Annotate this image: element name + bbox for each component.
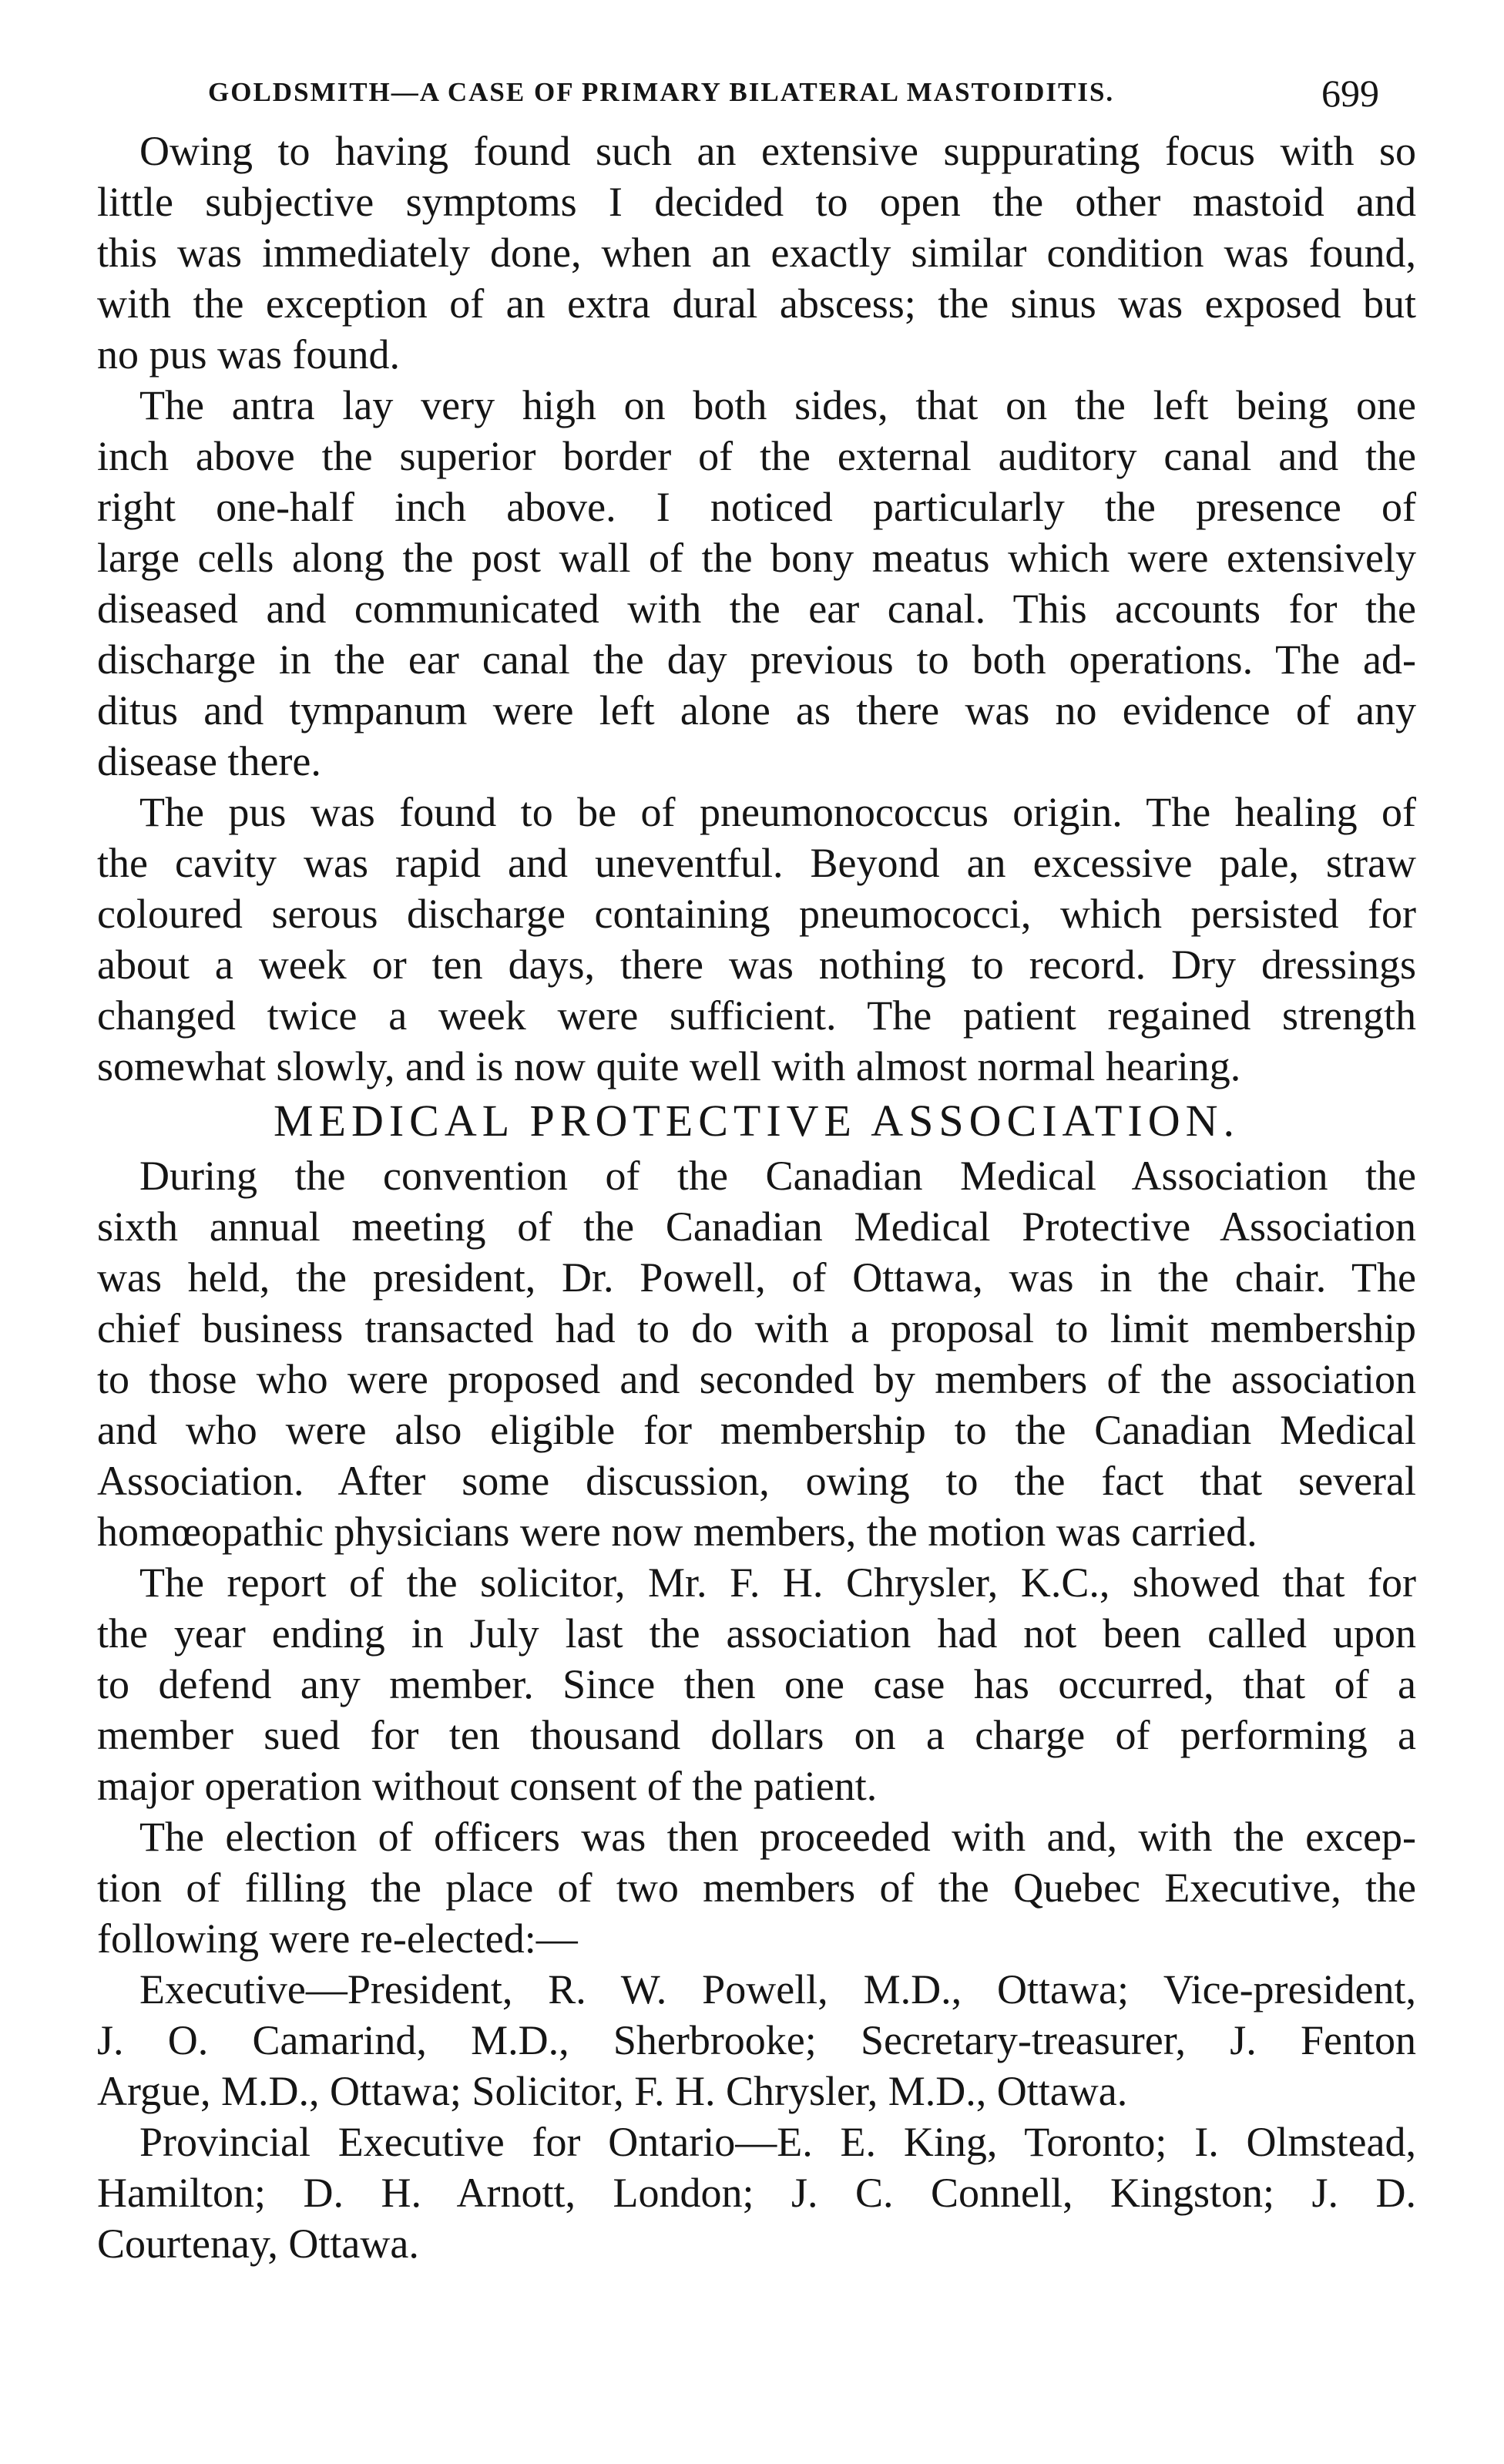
text-line: diseased and communicated with the ear canal. This accounts for the: [97, 586, 1416, 632]
section-heading: MEDICAL PROTECTIVE ASSOCIATION.: [273, 1096, 1240, 1146]
text-line: about a week or ten days, there was nothing to record. Dry dressings: [97, 942, 1416, 988]
text-line: changed twice a week were sufficient. The patient regained strength: [97, 992, 1416, 1039]
text-line: Argue, M.D., Ottawa; Solicitor, F. H. Chrysler, M.D., Ottawa.: [97, 2068, 1128, 2114]
text-line: disease there.: [97, 738, 321, 784]
text-line: no pus was found.: [97, 331, 400, 378]
text-line: major operation without consent of the patient.: [97, 1763, 878, 1809]
text-line: The pus was found to be of pneumonococcus origin. The healing of: [139, 789, 1416, 835]
text-line: inch above the superior border of the external auditory canal and the: [97, 433, 1416, 479]
text-line: Courtenay, Ottawa.: [97, 2221, 419, 2267]
text-line: Association. After some discussion, owing to the fact that several: [97, 1458, 1416, 1504]
text-line: and who were also eligible for membership to the Canadian Medical: [97, 1407, 1416, 1453]
text-line: Executive—President, R. W. Powell, M.D., Ottawa; Vice-president,: [139, 1966, 1416, 2012]
text-line: with the exception of an extra dural abscess; the sinus was exposed but: [97, 280, 1416, 327]
page-number: 699: [1321, 72, 1379, 115]
text-line: homœopathic physicians were now members, the motion was carried.: [97, 1509, 1257, 1555]
text-line: discharge in the ear canal the day previous to both operations. The ad-: [97, 636, 1416, 683]
text-line: the year ending in July last the association had not been called upon: [97, 1610, 1416, 1657]
text-line: this was immediately done, when an exactly similar condition was found,: [97, 230, 1416, 276]
body-text: [97, 126, 1416, 2269]
text-line: During the convention of the Canadian Medical Association the: [139, 1153, 1416, 1199]
text-line: J. O. Camarind, M.D., Sherbrooke; Secretary-treasurer, J. Fenton: [97, 2017, 1416, 2063]
text-line: following were re-elected:—: [97, 1915, 578, 1962]
text-line: was held, the president, Dr. Powell, of Ottawa, was in the chair. The: [97, 1254, 1416, 1301]
text-line: right one-half inch above. I noticed particularly the presence of: [97, 484, 1416, 530]
text-line: sixth annual meeting of the Canadian Medical Protective Association: [97, 1203, 1416, 1250]
text-line: the cavity was rapid and uneventful. Beyond an excessive pale, straw: [97, 840, 1416, 886]
text-line: large cells along the post wall of the bony meatus which were extensively: [97, 535, 1416, 581]
text-line: The election of officers was then proceeded with and, with the excep-: [139, 1814, 1416, 1860]
text-line: coloured serous discharge containing pneumococci, which persisted for: [97, 891, 1416, 937]
text-line: little subjective symptoms I decided to open the other mastoid and: [97, 179, 1416, 225]
running-head: [208, 71, 1379, 117]
text-line: to those who were proposed and seconded by members of the association: [97, 1356, 1416, 1402]
text-line: tion of filling the place of two members of the Quebec Executive, the: [97, 1865, 1416, 1911]
text-line: chief business transacted had to do with a proposal to limit membership: [97, 1305, 1416, 1351]
text-line: somewhat slowly, and is now quite well with almost normal hearing.: [97, 1043, 1241, 1089]
text-line: ditus and tympanum were left alone as there was no evidence of any: [97, 687, 1416, 733]
text-line: Provincial Executive for Ontario—E. E. King, Toronto; I. Olmstead,: [139, 2119, 1416, 2165]
text-line: member sued for ten thousand dollars on a charge of performing a: [97, 1712, 1416, 1758]
text-line: The report of the solicitor, Mr. F. H. Chrysler, K.C., showed that for: [139, 1559, 1416, 1606]
text-line: to defend any member. Since then one case has occurred, that of a: [97, 1661, 1416, 1707]
text-line: Hamilton; D. H. Arnott, London; J. C. Connell, Kingston; J. D.: [97, 2170, 1416, 2216]
text-line: Owing to having found such an extensive suppurating focus with so: [139, 128, 1416, 174]
running-title: GOLDSMITH—A CASE OF PRIMARY BILATERAL MASTOIDITIS.: [208, 77, 1115, 107]
text-line: The antra lay very high on both sides, that on the left being one: [139, 382, 1416, 428]
